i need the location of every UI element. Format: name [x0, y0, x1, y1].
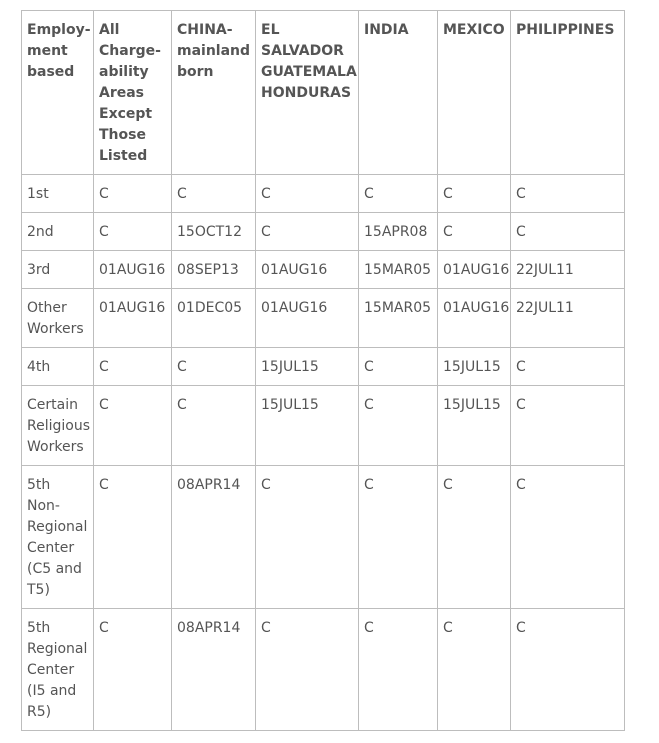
table-cell: 22JUL11 [511, 251, 625, 289]
table-cell: C [438, 213, 511, 251]
table-cell: C [359, 386, 438, 466]
table-cell: C [172, 175, 256, 213]
table-cell: C [359, 466, 438, 609]
table-row [22, 386, 625, 466]
table-cell: 5th Regional Center (I5 and R5) [22, 609, 94, 731]
header-employment-based: Employ- ment based [22, 11, 94, 175]
table-cell: 01AUG16 [256, 289, 359, 348]
table-cell: 4th [22, 348, 94, 386]
table-cell: C [511, 609, 625, 731]
table-cell: C [511, 386, 625, 466]
table-cell: 15APR08 [359, 213, 438, 251]
table-cell: 01AUG16 [438, 289, 511, 348]
header-india: INDIA [359, 11, 438, 175]
table-row [22, 251, 625, 289]
table-cell: C [511, 213, 625, 251]
header-el-salvador-guatemala-honduras: EL SALVADOR GUATEMALA HONDURAS [256, 11, 359, 175]
table-cell: C [359, 175, 438, 213]
table-cell: C [94, 386, 172, 466]
header-philippines: PHILIPPINES [511, 11, 625, 175]
table-cell: C [256, 466, 359, 609]
table-cell: 15OCT12 [172, 213, 256, 251]
table-row [22, 466, 625, 609]
table-cell: C [94, 466, 172, 609]
table-cell: C [438, 175, 511, 213]
table-cell: C [256, 609, 359, 731]
table-row [22, 175, 625, 213]
table-cell: Certain Religious Workers [22, 386, 94, 466]
table-cell: C [94, 213, 172, 251]
table-cell: C [94, 175, 172, 213]
table-cell: 2nd [22, 213, 94, 251]
table-cell: 15JUL15 [256, 386, 359, 466]
table-cell: 08SEP13 [172, 251, 256, 289]
table-row [22, 213, 625, 251]
table-cell: C [438, 609, 511, 731]
table-cell: 08APR14 [172, 609, 256, 731]
header-mexico: MEXICO [438, 11, 511, 175]
table-cell: 01AUG16 [94, 251, 172, 289]
table-row [22, 609, 625, 731]
table-cell: C [511, 466, 625, 609]
table-cell: C [172, 348, 256, 386]
table-cell: C [359, 609, 438, 731]
table-cell: 01AUG16 [256, 251, 359, 289]
table-cell: C [359, 348, 438, 386]
table-cell: C [94, 348, 172, 386]
header-china: CHINA- mainland born [172, 11, 256, 175]
table-cell: 3rd [22, 251, 94, 289]
table-cell: C [511, 348, 625, 386]
table-cell: C [438, 466, 511, 609]
table-cell: 22JUL11 [511, 289, 625, 348]
table-cell: C [172, 386, 256, 466]
table-cell: 08APR14 [172, 466, 256, 609]
table-cell: 01AUG16 [94, 289, 172, 348]
table-cell: C [256, 175, 359, 213]
table-header-row [22, 11, 625, 175]
table-row [22, 289, 625, 348]
table-cell: 1st [22, 175, 94, 213]
table-cell: 01DEC05 [172, 289, 256, 348]
table-cell: Other Workers [22, 289, 94, 348]
table-cell: 15MAR05 [359, 251, 438, 289]
table-cell: 01AUG16 [438, 251, 511, 289]
table-cell: 15JUL15 [256, 348, 359, 386]
table-cell: 5th Non- Regional Center (C5 and T5) [22, 466, 94, 609]
table-cell: 15JUL15 [438, 386, 511, 466]
header-all-chargeability: All Charge- ability Areas Except Those Listed [94, 11, 172, 175]
table-cell: C [511, 175, 625, 213]
table-cell: 15MAR05 [359, 289, 438, 348]
table-cell: C [256, 213, 359, 251]
visa-bulletin-table [21, 10, 625, 731]
table-cell: C [94, 609, 172, 731]
table-row [22, 348, 625, 386]
table-cell: 15JUL15 [438, 348, 511, 386]
